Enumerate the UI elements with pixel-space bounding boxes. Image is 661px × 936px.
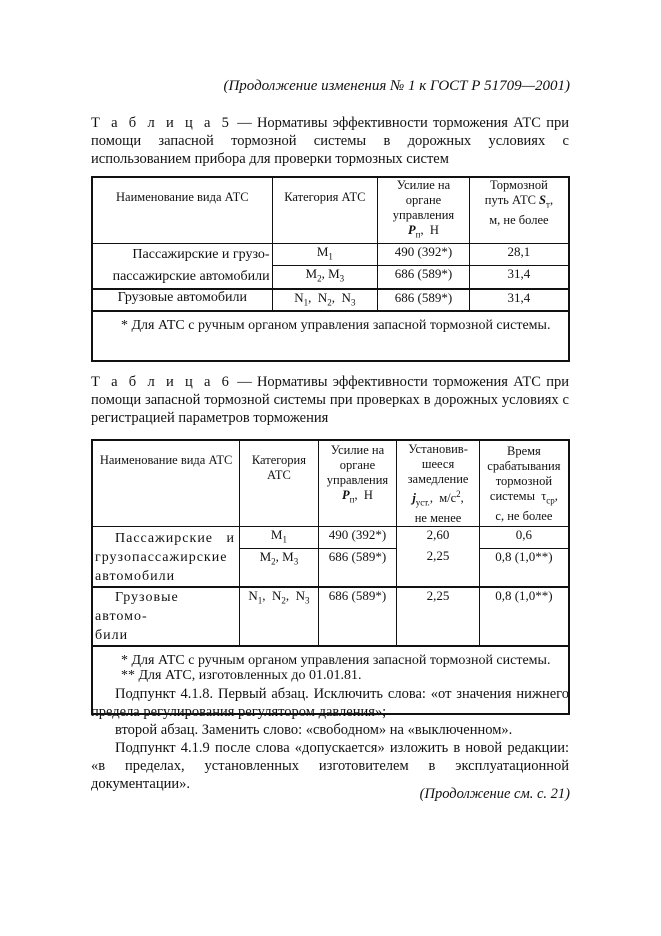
- table6-decel: 2,25: [397, 587, 480, 646]
- table6-col-decel: Установив- шееся замедление $j_{уст.}$, $м/с^2$, не менее: [397, 440, 480, 526]
- table-row: [92, 526, 569, 548]
- table6-footnote-2: ** Для АТС, изготовленных до 01.01.81.: [121, 667, 362, 683]
- table6-col-force: Усилие на органе управления $P_п$, Н: [318, 440, 397, 526]
- table6-time: 0,8 (1,0**): [479, 548, 569, 587]
- table6-col-category: Категория АТС: [240, 440, 318, 526]
- table5-col-force: Усилие на органе управления $P_п$, Н: [378, 177, 470, 243]
- table-row: [92, 587, 569, 646]
- paragraph-4-1-8: Подпункт 4.1.8. Первый абзац. Исключить слова: «от значения нижнего предела регулирования регулятором давления»;: [91, 686, 569, 720]
- table5-caption: [91, 114, 569, 168]
- table-row: [92, 289, 569, 312]
- table5-caption-text: — Нормативы эффективности торможения АТС при помощи запасной тормозной системы в дорожных условиях с использованием прибора для проверки тормозных систем: [91, 115, 569, 167]
- table6-caption-label: Т а б л и ц а 6: [91, 374, 232, 390]
- table6-caption-text: — Нормативы эффективности торможения АТС при помощи запасной тормозной системы при проверках в дорожных условиях с регистрацией параметров торможения: [91, 374, 569, 426]
- paragraph-4-1-9: Подпункт 4.1.9 после слова «допускается» изложить в новой редакции: «в пределах, установленных изготовителем в эксплуатационной документации».: [91, 740, 569, 792]
- table5-header-row: [92, 177, 569, 243]
- table5-distance: 31,4: [469, 289, 569, 312]
- table6-col-name: Наименование вида АТС: [92, 440, 240, 526]
- table5-category: $N_1$, $N_2$, $N_3$: [272, 289, 378, 312]
- table6-category: $M_1$: [240, 526, 318, 548]
- table6-col-time: Время срабатывания тормозной системы $\tau_{ср}$, с, не более: [479, 440, 569, 526]
- table6-category: $N_1$, $N_2$, $N_3$: [240, 587, 318, 646]
- paragraph-second: второй абзац. Заменить слово: «свободном» на «выключенном».: [115, 722, 513, 738]
- table6-force: 686 (589*): [318, 548, 397, 587]
- table5-col-name: Наименование вида АТС: [92, 177, 272, 243]
- table6: [91, 439, 570, 715]
- table6-header-row: [92, 440, 569, 526]
- continuation-header: (Продолжение изменения № 1 к ГОСТ Р 51709—2001): [223, 78, 570, 94]
- table6-time: 0,6: [479, 526, 569, 548]
- table6-caption: [91, 373, 569, 427]
- table6-force: 686 (589*): [318, 587, 397, 646]
- table5-row-name: Пассажирские и грузо- пассажирские автомобили: [92, 243, 272, 289]
- table5-force: 686 (589*): [378, 289, 470, 312]
- table5-category: $M_2$, $M_3$: [272, 266, 378, 289]
- table5-force: 686 (589*): [378, 266, 470, 289]
- table6-row-name: Пассажирские и грузопассажирские автомобили: [92, 526, 240, 587]
- table5-caption-label: Т а б л и ц а 5: [91, 115, 232, 131]
- table6-footnote-1: * Для АТС с ручным органом управления запасной тормозной системы.: [121, 652, 551, 668]
- table5-footnote-row: [92, 311, 569, 361]
- table6-decel: 2,60: [397, 526, 480, 548]
- table5: [91, 176, 570, 362]
- table5-footnote: * Для АТС с ручным органом управления запасной тормозной системы.: [92, 311, 569, 361]
- table6-row-name: Грузовые автомо- били: [92, 587, 240, 646]
- continuation-footer: (Продолжение см. с. 21): [419, 786, 570, 802]
- table5-category: $M_1$: [272, 243, 378, 266]
- table5-distance: 31,4: [469, 266, 569, 289]
- table5-col-distance: Тормозной путь АТС $S_т$, м, не более: [469, 177, 569, 243]
- table5-col-category: Категория АТС: [272, 177, 378, 243]
- table-row: [92, 243, 569, 266]
- table5-force: 490 (392*): [378, 243, 470, 266]
- table6-decel: 2,25: [397, 548, 480, 587]
- table5-row-name: Грузовые автомобили: [92, 289, 272, 312]
- table6-category: $M_2$, $M_3$: [240, 548, 318, 587]
- table6-force: 490 (392*): [318, 526, 397, 548]
- table6-time: 0,8 (1,0**): [479, 587, 569, 646]
- table5-distance: 28,1: [469, 243, 569, 266]
